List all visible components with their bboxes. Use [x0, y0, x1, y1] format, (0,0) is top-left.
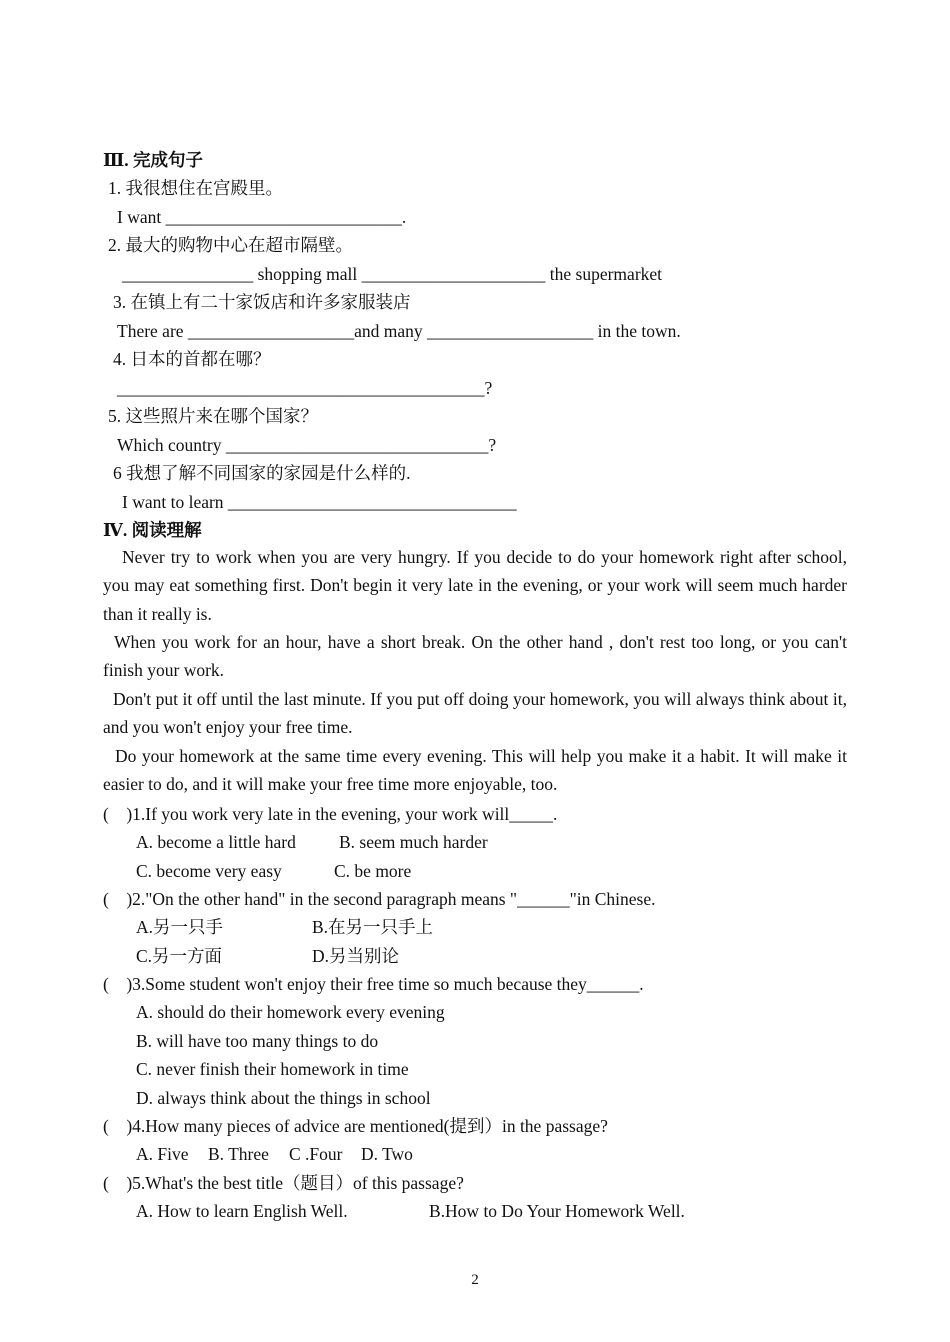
reading-paragraph-1: Never try to work when you are very hungry. If you decide to do your homework right after school, you may eat something first. Don't begin it very late in the evening, or your work will seem much harder than it really is.: [103, 547, 847, 624]
sentence-1-blank: I want ___________________________.: [117, 207, 407, 227]
page-number: 2: [471, 1272, 479, 1288]
question-3-option-a: A. should do their homework every evening: [136, 1002, 445, 1022]
question-1-stem: ( )1.If you work very late in the evening, your work will_____.: [103, 804, 558, 824]
reading-paragraph-3: Don't put it off until the last minute. If you put off doing your homework, you will always think about it, and you won't enjoy your free time.: [103, 689, 847, 738]
sentence-2-prompt: 2. 最大的购物中心在超市隔壁。: [108, 235, 353, 255]
sentence-6-blank: I want to learn _________________________________: [122, 492, 517, 512]
sentence-3-prompt: 3. 在镇上有二十家饭店和许多家服装店: [113, 292, 411, 312]
question-5-option-b: B.How to Do Your Homework Well.: [429, 1201, 685, 1221]
question-1-option-d: C. be more: [334, 861, 412, 881]
question-1-option-c: C. become very easy: [136, 861, 282, 881]
question-3-option-d: D. always think about the things in school: [136, 1088, 431, 1108]
question-4-option-a: A. Five: [136, 1144, 189, 1164]
reading-paragraph-4: Do your homework at the same time every evening. This will help you make it a habit. It will make it easier to do, and it will make your free time more enjoyable, too.: [103, 746, 847, 795]
sentence-4-blank: __________________________________________?: [117, 378, 493, 398]
section-4-heading: Ⅳ. 阅读理解: [103, 520, 202, 540]
question-2-option-c: C.另一方面: [136, 946, 223, 966]
question-2-stem: ( )2."On the other hand" in the second paragraph means "______"in Chinese.: [103, 889, 656, 909]
reading-paragraph-2: When you work for an hour, have a short break. On the other hand , don't rest too long, or you can't finish your work.: [103, 632, 847, 681]
question-5-stem: ( )5.What's the best title（题目）of this passage?: [103, 1173, 464, 1193]
sentence-3-blank: There are ___________________and many ___________________ in the town.: [117, 321, 681, 341]
question-3-option-b: B. will have too many things to do: [136, 1031, 379, 1051]
question-5-option-a: A. How to learn English Well.: [136, 1201, 348, 1221]
question-3-stem: ( )3.Some student won't enjoy their free time so much because they______.: [103, 974, 644, 994]
question-1-option-a: A. become a little hard: [136, 832, 296, 852]
sentence-4-prompt: 4. 日本的首都在哪？: [113, 349, 271, 369]
question-2-option-d: D.另当别论: [312, 946, 400, 966]
question-2-option-b: B.在另一只手上: [312, 917, 434, 937]
sentence-5-prompt: 5. 这些照片来在哪个国家？: [108, 406, 318, 426]
question-4-option-b: B. Three: [208, 1144, 269, 1164]
sentence-1-prompt: 1. 我很想住在宫殿里。: [108, 178, 283, 198]
sentence-2-blank: _______________ shopping mall _____________________ the supermarket: [122, 264, 663, 284]
question-2-option-a: A.另一只手: [136, 917, 224, 937]
question-1-option-b: B. seem much harder: [339, 832, 488, 852]
question-3-option-c: C. never finish their homework in time: [136, 1059, 409, 1079]
question-4-option-d: D. Two: [361, 1144, 413, 1164]
sentence-5-blank: Which country ______________________________?: [117, 435, 497, 455]
question-4-option-c: C .Four: [289, 1144, 343, 1164]
section-3-heading: Ⅲ. 完成句子: [103, 150, 204, 170]
question-4-stem: ( )4.How many pieces of advice are mentioned(提到）in the passage?: [103, 1116, 608, 1136]
sentence-6-prompt: 6 我想了解不同国家的家园是什么样的.: [113, 463, 411, 483]
